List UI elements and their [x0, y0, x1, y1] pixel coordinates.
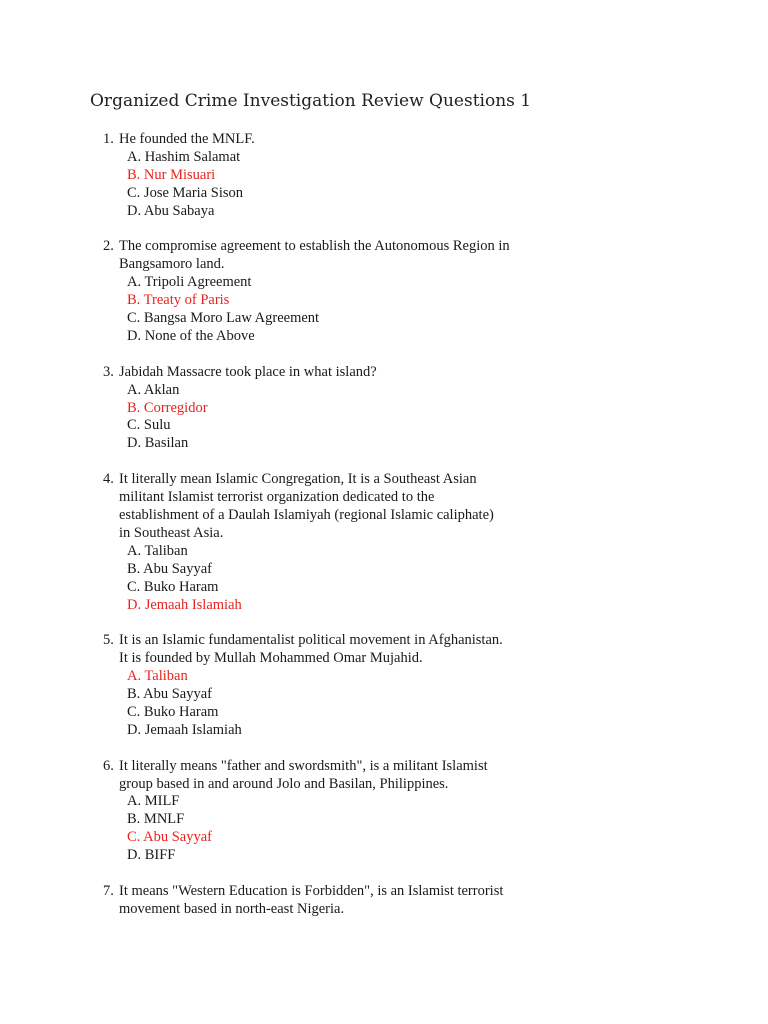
question-number: 4. — [103, 471, 114, 488]
answer-option: D. Abu Sabaya — [127, 202, 215, 219]
question-stem — [0, 471, 539, 543]
question-item — [0, 471, 768, 614]
question-number: 1. — [103, 131, 114, 147]
answer-option: A. Hashim Salamat — [127, 148, 241, 165]
answer-option: D. None of the Above — [127, 327, 255, 344]
correct-answer-option: B. Treaty of Paris — [127, 292, 230, 309]
answer-options — [0, 382, 768, 454]
question-number: 3. — [103, 363, 114, 380]
question-number: 2. — [103, 238, 114, 255]
question-list — [0, 131, 768, 937]
correct-answer-option: B. Nur Misuari — [127, 166, 216, 183]
question-text: He founded the MNLF. — [119, 131, 255, 147]
question-item — [0, 758, 768, 865]
answer-option: A. Taliban — [127, 542, 188, 559]
question-item — [0, 632, 768, 739]
question-number: 7. — [103, 882, 114, 899]
answer-option: A. MILF — [127, 793, 180, 810]
answer-option: D. BIFF — [127, 847, 176, 864]
answer-option: C. Buko Haram — [127, 703, 219, 720]
question-text: It literally means "father and swordsmith", is a militant Islamist group based in and around Jolo and Basilan, Philippines. — [119, 757, 488, 792]
correct-answer-option: D. Jemaah Islamiah — [127, 596, 242, 613]
answer-option: C. Bangsa Moro Law Agreement — [127, 310, 320, 327]
correct-answer-option: B. Corregidor — [127, 399, 208, 416]
answer-options — [0, 274, 768, 346]
question-item — [0, 364, 768, 454]
question-text: Jabidah Massacre took place in what island? — [119, 363, 377, 380]
answer-option: B. Abu Sayyaf — [127, 686, 212, 703]
answer-option: D. Basilan — [127, 435, 189, 452]
answer-option: C. Jose Maria Sison — [127, 184, 243, 201]
answer-option: D. Jemaah Islamiah — [127, 721, 242, 738]
question-stem — [0, 131, 539, 149]
question-stem — [0, 632, 539, 668]
answer-options — [0, 149, 768, 221]
answer-option: B. Abu Sayyaf — [127, 560, 212, 577]
page-title: Organized Crime Investigation Review Questions 1 — [90, 91, 532, 111]
question-text: The compromise agreement to establish the Autonomous Region in Bangsamoro land. — [119, 238, 510, 273]
question-stem — [0, 238, 539, 274]
answer-option: A. Aklan — [127, 381, 180, 398]
question-item — [0, 238, 768, 345]
question-number: 6. — [103, 757, 114, 774]
question-item — [0, 883, 768, 919]
correct-answer-option: C. Abu Sayyaf — [127, 829, 212, 846]
answer-option: C. Sulu — [127, 417, 171, 434]
question-text: It is an Islamic fundamentalist political movement in Afghanistan. It is founded by Mullah Mohammed Omar Mujahid. — [119, 632, 503, 667]
answer-option: A. Tripoli Agreement — [127, 274, 252, 291]
question-number: 5. — [103, 632, 114, 649]
question-text: It literally mean Islamic Congregation, It is a Southeast Asian militant Islamist terrorist organization dedicated to the establishment of a Daulah Islamiyah (regional Islamic caliphate) in Southeast Asia. — [119, 471, 494, 541]
question-stem — [0, 758, 539, 794]
question-text: It means "Western Education is Forbidden", is an Islamist terrorist movement based in north-east Nigeria. — [119, 882, 504, 917]
correct-answer-option: A. Taliban — [127, 668, 188, 685]
answer-option: B. MNLF — [127, 811, 185, 828]
question-stem — [0, 364, 539, 382]
answer-options — [0, 668, 768, 740]
answer-options — [0, 543, 768, 615]
question-item — [0, 131, 768, 221]
answer-options — [0, 793, 768, 865]
answer-option: C. Buko Haram — [127, 578, 219, 595]
question-stem — [0, 883, 539, 919]
